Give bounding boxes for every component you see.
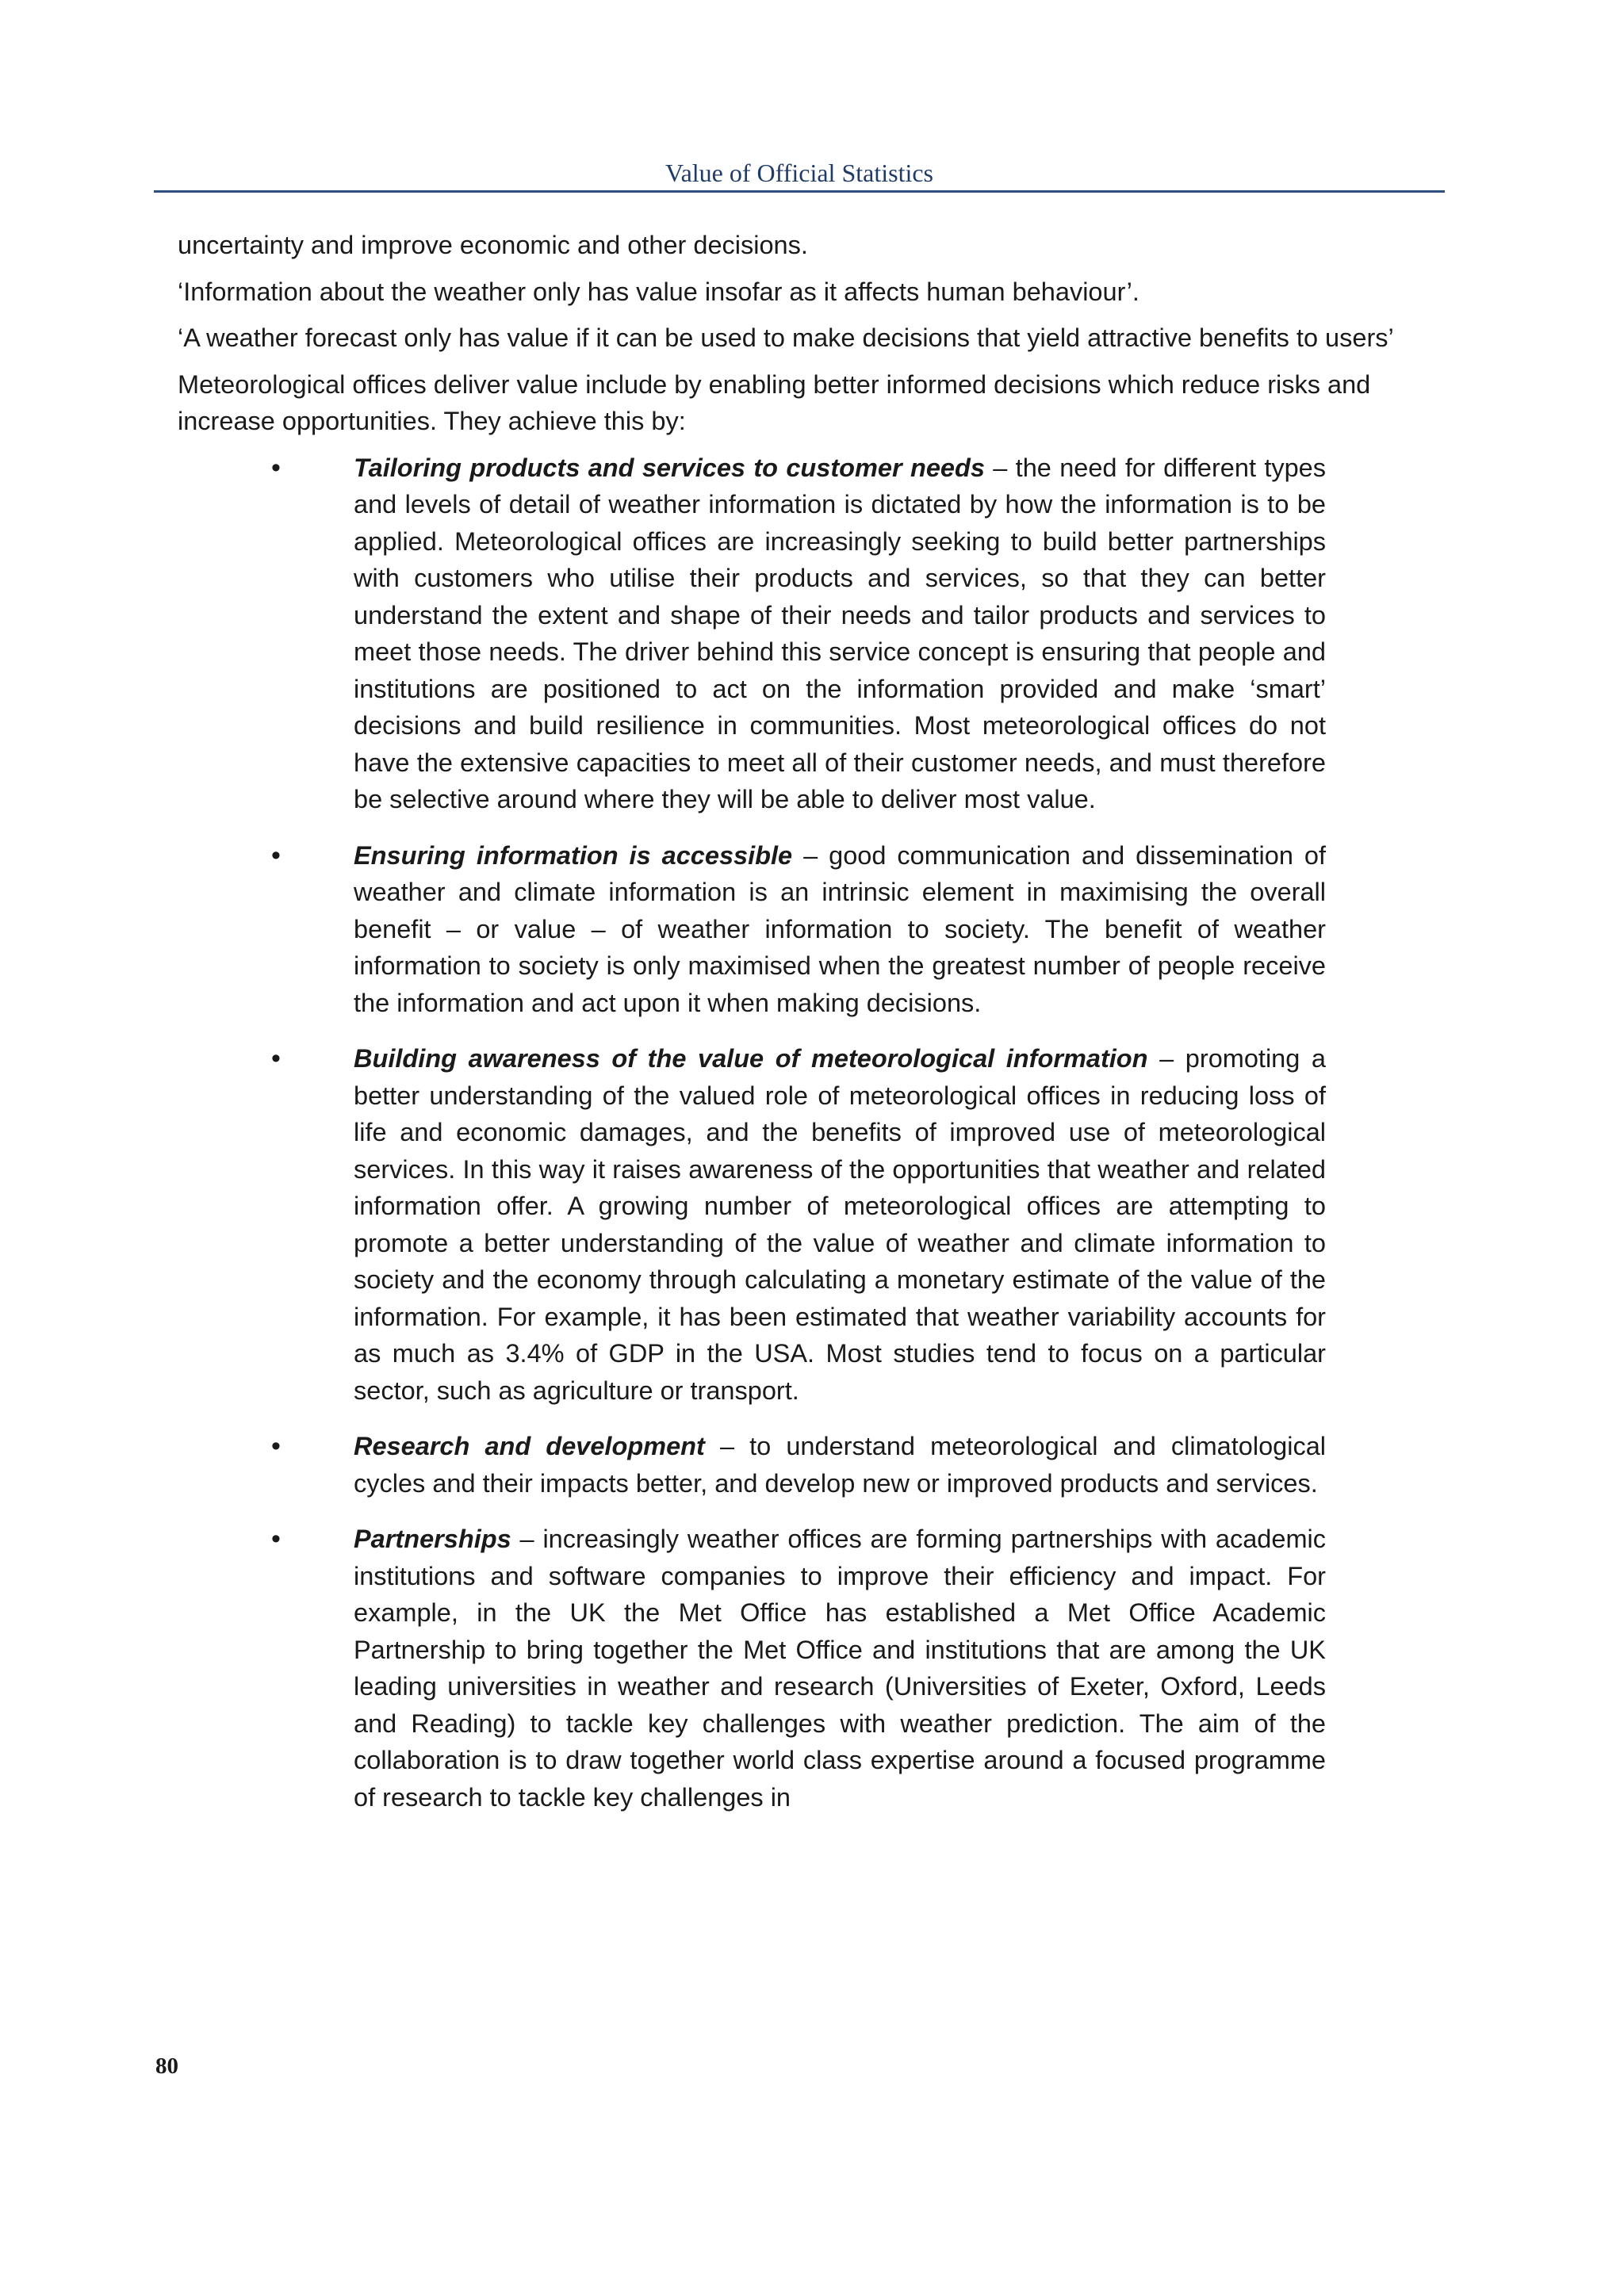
bullet-term: Research and development <box>354 1432 705 1460</box>
body-content <box>178 227 1424 1835</box>
bullet-text: – to understand meteorological and climatological cycles and their impacts better, and develop new or improved products and services. <box>354 1432 1326 1498</box>
bullet-tailoring-products <box>178 450 1326 818</box>
bullet-icon: • <box>271 1043 281 1073</box>
bullet-research-development <box>178 1428 1326 1502</box>
bullet-information-accessible <box>178 837 1326 1022</box>
bullet-text: – good communication and dissemination of weather and climate information is an intrinsic element in maximising the overall benefit – or value – of weather information to society. The benefit of weather information to society is only maximised when the greatest number of people receive the information and act upon it when making decisions. <box>354 840 1326 1017</box>
bullet-icon: • <box>271 1431 281 1461</box>
bullet-icon: • <box>271 1524 281 1554</box>
paragraph-intro: uncertainty and improve economic and other decisions. <box>178 231 808 259</box>
bullet-text: – promoting a better understanding of the valued role of meteorological offices in reducing loss of life and economic damages, and the benefits of improved use of meteorological services. In this way it raises awareness of the opportunities that weather and related information offer. A growing number of meteorological offices are attempting to promote a better understanding of the value of weather and climate information to society and the economy through calculating a monetary estimate of the value of the information. For example, it has been estimated that weather variability accounts for as much as 3.4% of GDP in the USA. Most studies tend to focus on a particular sector, such as agriculture or transport. <box>354 1044 1326 1405</box>
bullet-building-awareness <box>178 1040 1326 1409</box>
bullet-term: Building awareness of the value of meteorological information <box>354 1044 1148 1073</box>
running-header: Value of Official Statistics <box>665 159 933 187</box>
bullet-term: Partnerships <box>354 1525 511 1553</box>
bullet-partnerships <box>178 1521 1326 1816</box>
quote-information: ‘Information about the weather only has value insofar as it affects human behaviour’. <box>178 277 1139 306</box>
bullet-term: Ensuring information is accessible <box>354 840 793 870</box>
value-bullet-list <box>178 450 1424 1816</box>
bullet-text: – increasingly weather offices are forming partnerships with academic institutions and software companies to improve their efficiency and impact. For example, in the UK the Met Office has established a Met Office Academic Partnership to bring together the Met Office and institutions that are among the UK leading universities in weather and research (Universities of Exeter, Oxford, Leeds and Reading) to tackle key challenges with weather prediction. The aim of the collaboration is to draw together world class expertise around a focused programme of research to tackle key challenges in <box>354 1525 1326 1812</box>
quote-forecast: ‘A weather forecast only has value if it can be used to make decisions that yield attractive benefits to users’ <box>178 323 1394 352</box>
bullet-icon: • <box>271 840 281 871</box>
page-number: 80 <box>155 2053 178 2079</box>
bullet-icon: • <box>271 452 281 483</box>
bullet-text: – the need for different types and levels of detail of weather information is dictated by how the information is to be applied. Meteorological offices are increasingly seeking to build better partnerships with customers who utilise their products and services, so that they can better understand the extent and shape of their needs and tailor products and services to meet those needs. The driver behind this service concept is ensuring that people and institutions are positioned to act on the information provided and make ‘smart’ decisions and build resilience in communities. Most meteorological offices do not have the extensive capacities to meet all of their customer needs, and must therefore be selective around where they will be able to deliver most value. <box>354 453 1326 813</box>
bullet-term: Tailoring products and services to customer needs <box>354 453 985 482</box>
paragraph-meteorological-offices: Meteorological offices deliver value include by enabling better informed decisions which reduce risks and increase opportunities. They achieve this by: <box>178 369 1371 435</box>
header-rule <box>154 190 1445 193</box>
